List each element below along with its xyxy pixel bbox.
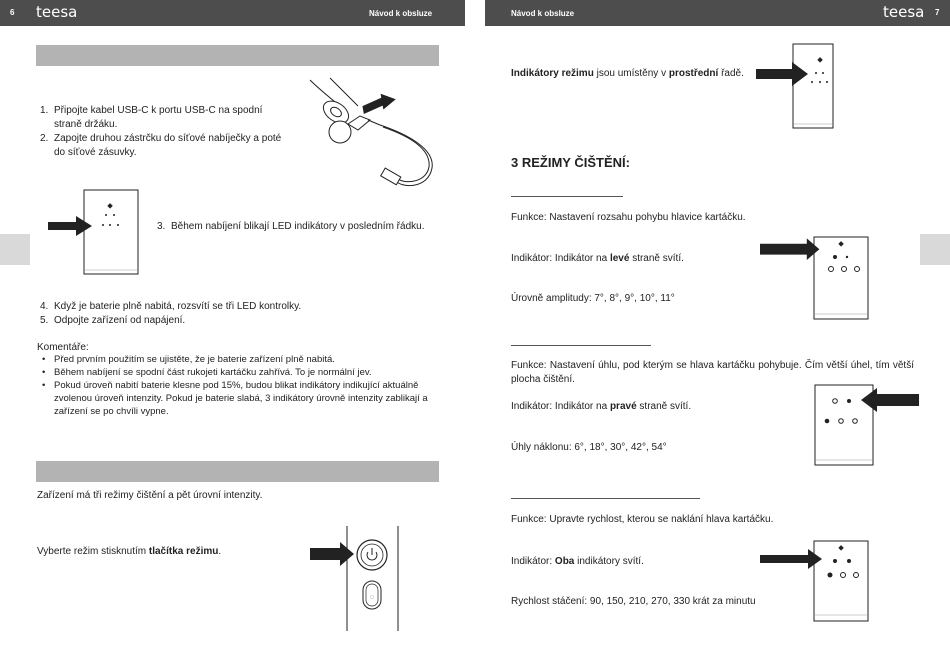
mode2-rule: [511, 345, 651, 346]
charging-steps: [37, 104, 290, 160]
mode2-levels: Úhly náklonu: 6°, 18°, 30°, 42°, 54°: [511, 442, 667, 453]
step-4: 4. Když je baterie plně nabitá, rozsvítí se tři LED kontrolky.: [40, 301, 302, 312]
device-illustration-charging: [48, 190, 148, 275]
indicator-note: Indikátory režimu jsou umístěny v prostřední řadě.: [511, 68, 744, 79]
mode2-function: Funkce: Nastavení úhlu, pod kterým se hlava kartáčku pohybuje. Čím větší úhel, tím větší plocha čištění.: [511, 360, 914, 385]
comments-list: [37, 353, 442, 418]
svg-text:⬥: ⬥: [817, 55, 823, 64]
device-illustration-mode-row: [750, 44, 840, 129]
device-illustration-mode3: [760, 541, 870, 623]
right-header-bar: [485, 0, 950, 26]
comment-item: • Během nabíjení se spodní část rukojeti kartáčku zahřívá. To je normální jev.: [37, 366, 442, 379]
step-1: 1. Připojte kabel USB-C k portu USB-C na spodní straně držáku.: [40, 105, 263, 130]
mode3-indicator: Indikátor: Oba indikátory svítí.: [511, 556, 644, 567]
left-header-bar: [0, 0, 465, 26]
right-logo: teesa: [883, 3, 925, 21]
mode2-indicator: Indikátor: Indikátor na pravé straně svítí.: [511, 401, 692, 412]
mode1-indicator: Indikátor: Indikátor na levé straně svítí.: [511, 253, 684, 264]
left-logo: teesa: [36, 3, 78, 21]
mode-button-illustration: [310, 526, 410, 636]
right-page-number: 7: [935, 8, 940, 17]
mode-button-label: tlačítka režimu: [148, 546, 219, 557]
step-3: 3. Během nabíjení blikají LED indikátory v posledním řádku.: [157, 221, 425, 232]
usb-charging-illustration: [300, 80, 440, 195]
device-illustration-mode1: [760, 237, 870, 319]
device-illustration-mode2: [815, 385, 930, 467]
charging-steps-after: [37, 300, 437, 328]
cleaning-modes-heading: 3 REŽIMY ČIŠTĚNÍ:: [511, 155, 630, 170]
right-header-title: Návod k obsluze: [511, 9, 575, 18]
mode3-levels: Rychlost stáčení: 90, 150, 210, 270, 330 krát za minutu: [511, 596, 756, 607]
step-2: 2. Zapojte druhou zástrčku do síťové nabíječky a poté do síťové zásuvky.: [40, 133, 282, 158]
svg-text:⬥: ⬥: [107, 201, 113, 210]
modes-intro: Zařízení má tři režimy čištění a pět úrovní intenzity.: [37, 490, 263, 501]
mode1-rule: [511, 196, 623, 197]
modes-section-bar: [36, 461, 439, 482]
comment-item: • Před prvním použitím se ujistěte, že je baterie zařízení plně nabitá.: [37, 353, 442, 366]
mode3-rule: [511, 498, 700, 499]
comments-label: Komentáře:: [37, 342, 89, 353]
mode3-function: Funkce: Upravte rychlost, kterou se naklání hlava kartáčku.: [511, 514, 774, 525]
left-side-tab: [0, 234, 30, 265]
mode1-function: Funkce: Nastavení rozsahu pohybu hlavice kartáčku.: [511, 212, 746, 223]
svg-text:◌: ◌: [369, 594, 375, 601]
mode-select-text: Vyberte režim stisknutím tlačítka režimu.: [37, 546, 222, 557]
left-header-title: Návod k obsluze: [369, 9, 433, 18]
mode1-levels: Úrovně amplitudy: 7°, 8°, 9°, 10°, 11°: [511, 293, 675, 304]
comment-item: • Pokud úroveň nabití baterie klesne pod 15%, budou blikat indikátory indikující aktuálně zvolenou úroveň intenzity. Pokud je baterie slabá, 3 indikátory úrovně intenzity zablikají a zařízení se po chvíli vypne.: [37, 379, 442, 418]
charging-step-3: [154, 220, 444, 234]
svg-text:⬥: ⬥: [838, 543, 844, 552]
svg-text:⬥: ⬥: [838, 239, 844, 248]
charging-section-bar: [36, 45, 439, 66]
step-5: 5. Odpojte zařízení od napájení.: [40, 315, 186, 326]
left-page-number: 6: [10, 8, 15, 17]
right-side-tab: [920, 234, 950, 265]
